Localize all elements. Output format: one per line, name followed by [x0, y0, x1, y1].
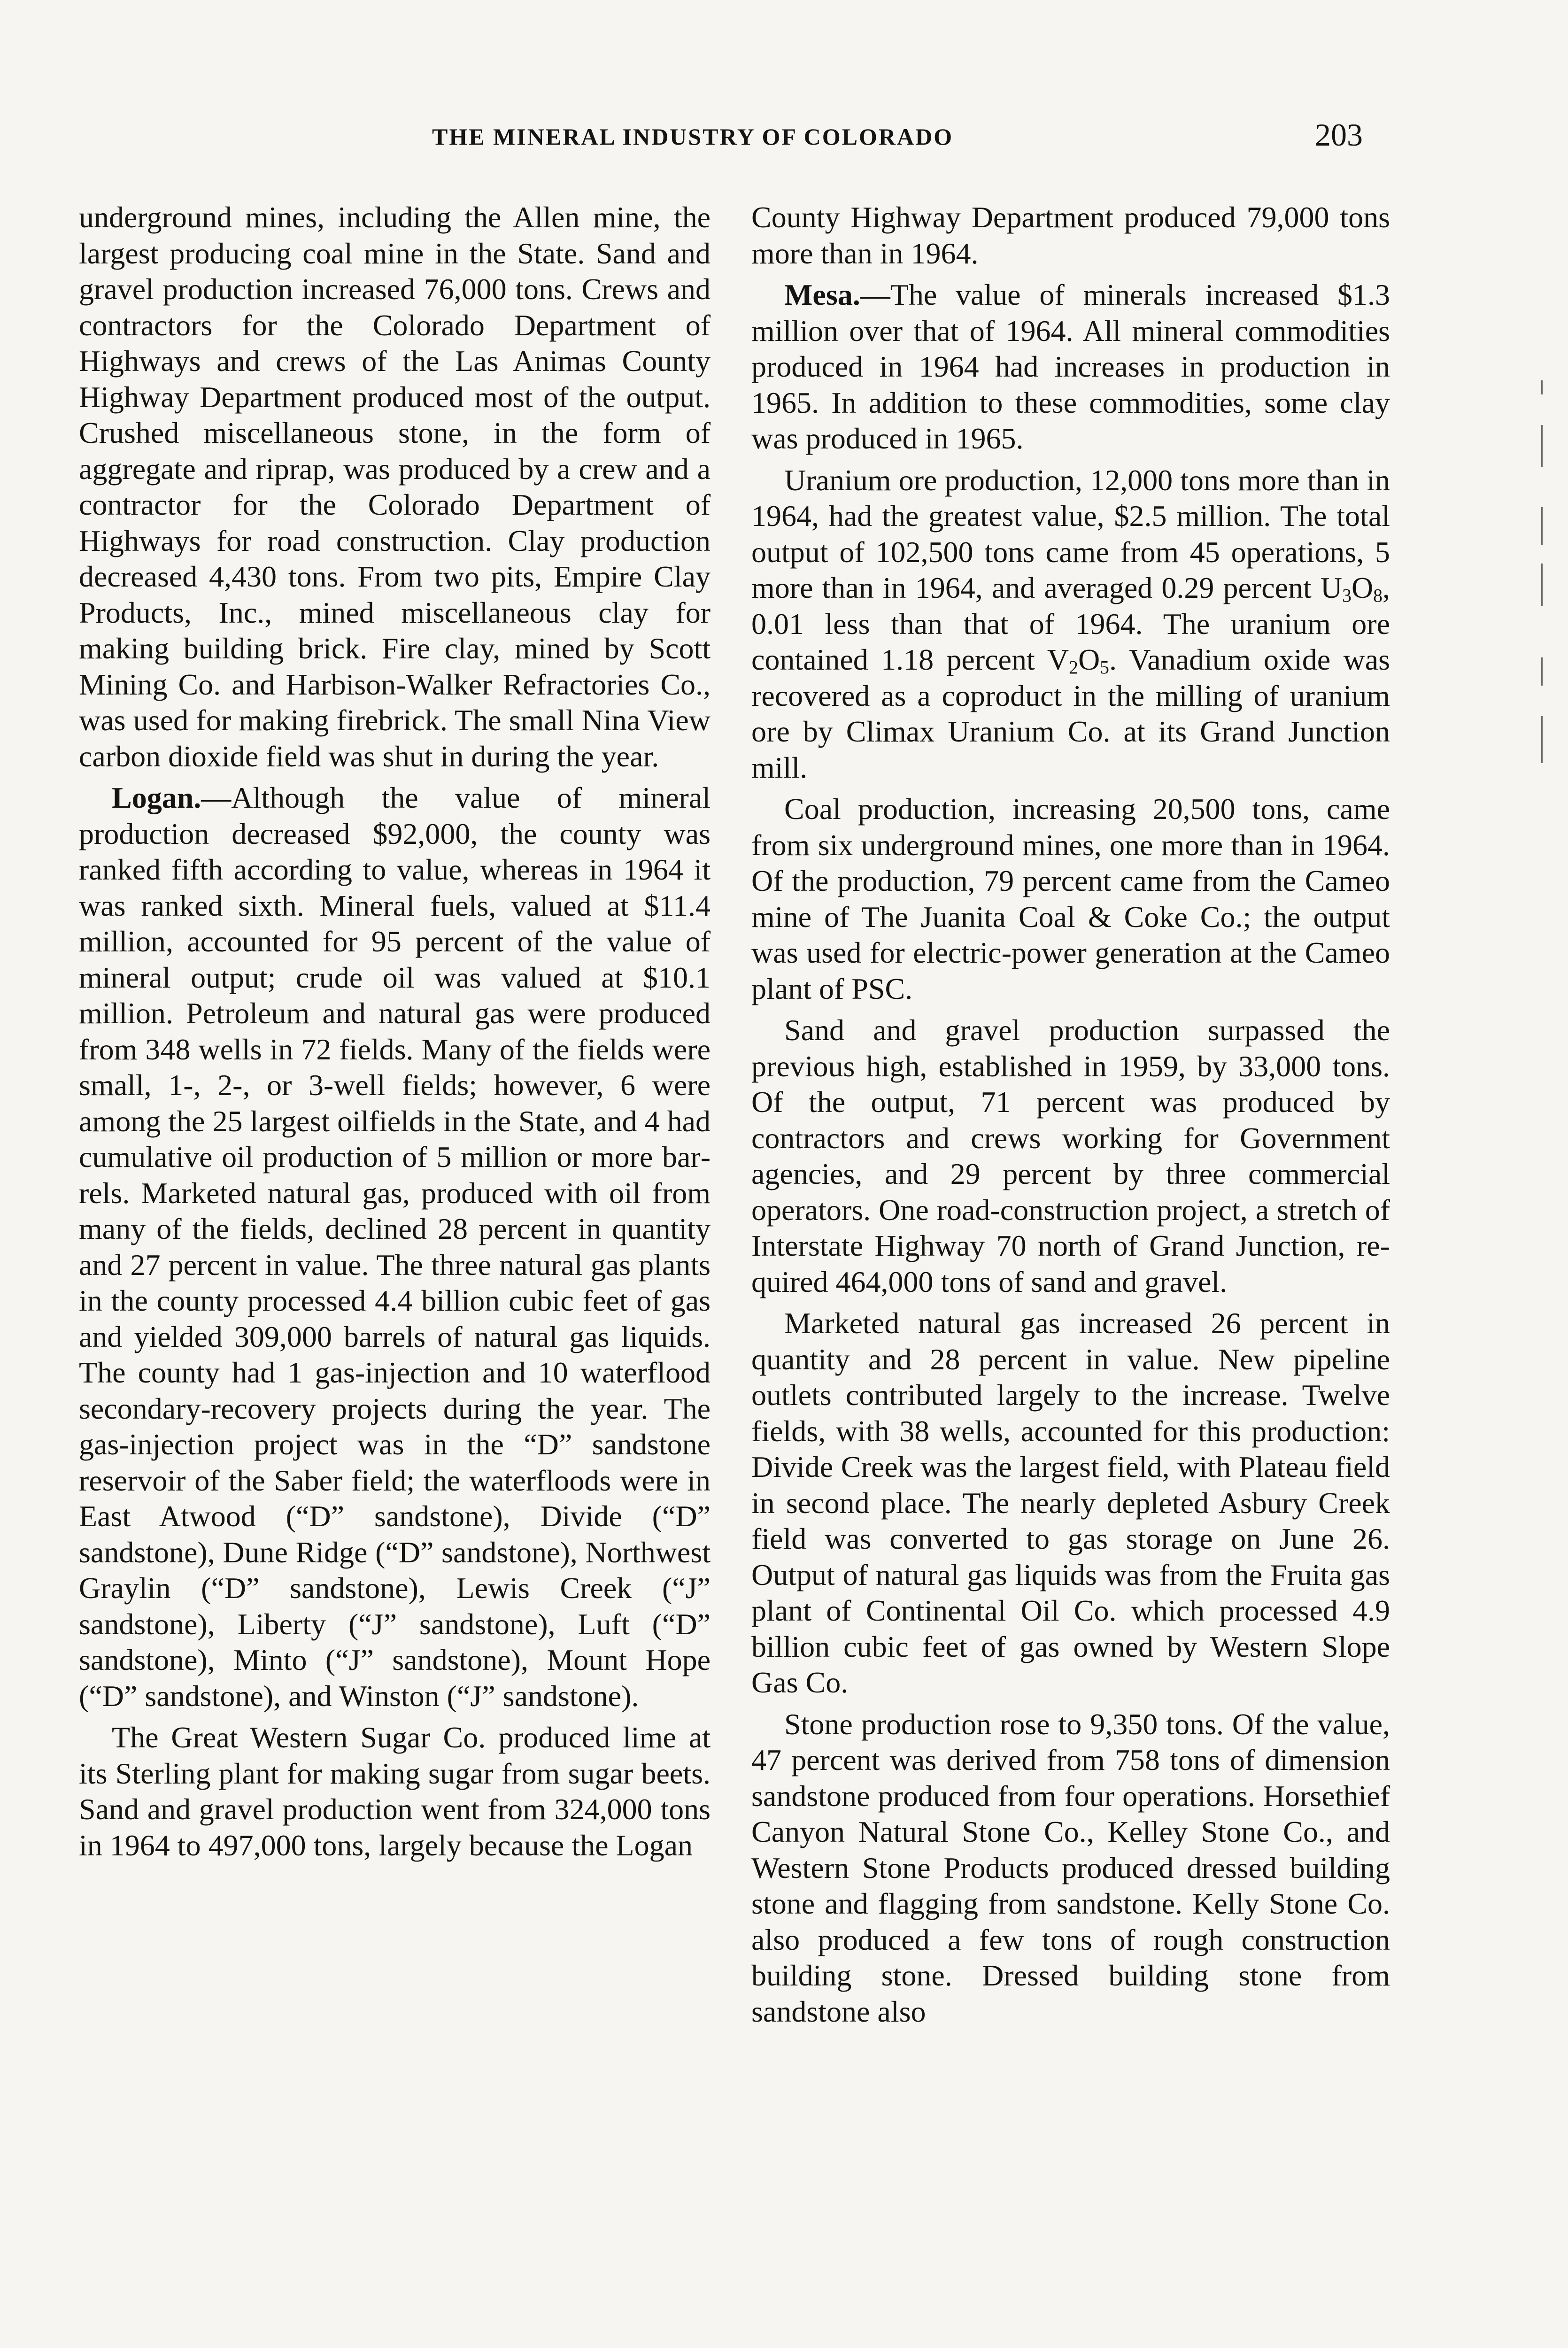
- paragraph: Stone production rose to 9,350 tons. Of the value, 47 percent was derived from 758 tons of dimension sandstone produced from four operations. Horsethief Canyon Natural Stone Co., Kelley Stone Co., and Western Stone Products produced dressed building stone and flagging from sandstone. Kelly Stone Co. also produced a few tons of rough construction building stone. Dressed building stone from sandstone also: [751, 1707, 1390, 2028]
- text-run: O: [1351, 571, 1374, 604]
- paragraph: County Highway Department produced 79,000 tons more than in 1964.: [751, 201, 1390, 270]
- page-number: 203: [1315, 117, 1363, 153]
- margin-mark: [1541, 564, 1543, 606]
- paragraph-uranium: [751, 463, 1390, 786]
- paragraph: Sand and gravel production surpassed the previous high, established in 1959, by 33,000 tons. Of the output, 71 percent was produced by contractors and crews working for Government agencies, and 29 percent by three commercial operators. One road-construction project, a stretch of Interstate Highway 70 north of Grand Junction, required 464,000 tons of sand and gravel.: [751, 1013, 1390, 1298]
- margin-mark: [1541, 380, 1543, 394]
- paragraph: Coal production, increasing 20,500 tons, came from six underground mines, one more than in 1964. Of the production, 79 percent came from the Cameo mine of The Juanita Coal & Coke Co.; the output was used for electric-power generation at the Cameo plant of PSC.: [751, 792, 1390, 1005]
- paragraph: The Great Western Sugar Co. produced lime at its Sterling plant for making sugar from sugar beets. Sand and gravel production went from 324,000 tons in 1964 to 497,000 tons, largely because the Logan: [79, 1721, 711, 1862]
- margin-mark: [1541, 425, 1543, 467]
- text-run: , 0.01 less than that of 1964. The uranium ore contained 1.18 percent V: [751, 571, 1390, 676]
- text-run: O: [1078, 643, 1100, 676]
- paragraph-mesa: [751, 277, 1390, 457]
- right-column: [751, 200, 1390, 2035]
- paragraph: underground mines, including the Allen mine, the largest producing coal mine in the State. Sand and gravel production increased 76,000 tons. Crews and contractors for the Colorado Department of Highways and crews of the Las Animas County Highway Department produced most of the output. Crushed miscellaneous stone, in the form of aggregate and riprap, was produced by a crew and a contractor for the Colorado Department of Highways for road construction. Clay production decreased 4,430 tons. From two pits, Empire Clay Products, Inc., mined miscellaneous clay for making building brick. Fire clay, mined by Scott Mining Co. and Harbison-Walker Refractories Co., was used for making firebrick. The small Nina View carbon dioxide field was shut in during the year.: [79, 201, 711, 773]
- county-heading-mesa: Mesa.: [784, 278, 860, 311]
- subscript: 5: [1100, 657, 1109, 678]
- text-run: . Vanadium oxide was recovered as a coproduct in the milling of uranium ore by Climax Uranium Co. at its Grand Junction mill.: [751, 643, 1390, 784]
- margin-mark: [1541, 507, 1543, 545]
- text-run: Uranium ore production, 12,000 tons more than in 1964, had the greatest value, $2.5 million. The total output of 102,500 tons came from 45 operations, 5 more than in 1964, and averaged 0.29 percent U: [751, 463, 1390, 604]
- subscript: 8: [1373, 585, 1383, 606]
- running-title: THE MINERAL INDUSTRY OF COLORADO: [432, 124, 954, 150]
- paragraph: Marketed natural gas increased 26 percent in quantity and 28 percent in value. New pipeline outlets contributed largely to the increase. Twelve fields, with 38 wells, accounted for this production: Divide Creek was the largest field, with Plateau field in second place. The nearly depleted Asbury Creek field was converted to gas storage on June 26. Output of natural gas liquids was from the Fruita gas plant of Continental Oil Co. which processed 4.9 billion cubic feet of gas owned by Western Slope Gas Co.: [751, 1306, 1390, 1699]
- paragraph-text: —The value of minerals increased $1.3 million over that of 1964. All mineral commodities produced in 1964 had increases in production in 1965. In addition to these commodities, some clay was produced in 1965.: [751, 278, 1390, 455]
- paragraph-text: —Although the value of mineral production decreased $92,000, the county was ranked fifth according to value, whereas in 1964 it was ranked sixth. Mineral fuels, valued at $11.4 million, accounted for 95 percent of the value of mineral output; crude oil was valued at $10.1 million. Petroleum and natural gas were produced from 348 wells in 72 fields. Many of the fields were small, 1-, 2-, or 3-well fields; however, 6 were among the 25 largest oilfields in the State, and 4 had cumulative oil production of 5 million or more barrels. Marketed natural gas, produced with oil from many of the fields, declined 28 percent in quantity and 27 percent in value. The three natural gas plants in the county processed 4.4 billion cubic feet of gas and yielded 309,000 barrels of natural gas liquids. The county had 1 gas-injection and 10 waterflood secondary-recovery projects during the year. The gas-injection project was in the “D” sandstone reservoir of the Saber field; the waterfloods were in East Atwood (“D” sandstone), Divide (“D” sandstone), Dune Ridge (“D” sandstone), Northwest Graylin (“D” sandstone), Lewis Creek (“J” sandstone), Liberty (“J” sandstone), Luft (“D” sandstone), Minto (“J” sandstone), Mount Hope (“D” sandstone), and Winston (“J” sandstone).: [79, 781, 711, 1713]
- paragraph-logan: [79, 780, 711, 1714]
- margin-mark: [1541, 657, 1543, 686]
- left-column: [79, 200, 711, 1869]
- subscript: 2: [1069, 657, 1078, 678]
- subscript: 3: [1342, 585, 1352, 606]
- margin-mark: [1541, 716, 1543, 763]
- county-heading-logan: Logan.: [112, 781, 201, 814]
